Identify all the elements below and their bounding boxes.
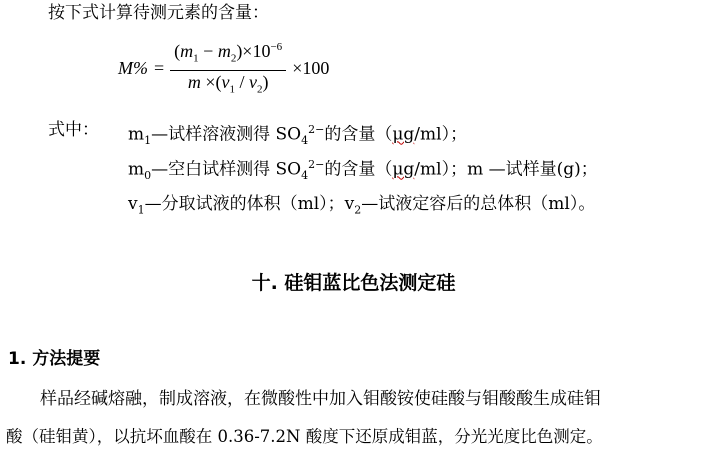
formula-multiplier: ×100 <box>292 57 330 78</box>
formula-numerator: $(m_1 - m_2)\times 10^{-6}$ <box>170 36 286 71</box>
formula-denominator: $m \times(v_1 / v_2)$ <box>187 71 269 96</box>
legend-label: 式中： <box>48 120 99 140</box>
section-heading: 十. 硅钼蓝比色法测定硅 <box>251 272 456 294</box>
paragraph-line-1: 样品经碱熔融，制成溶液，在微酸性中加入钼酸铵使硅酸与钼酸酸生成硅钼 <box>40 389 601 409</box>
legend-line-v: $v_1—$分取试液的体积（ml）；$v_2—$试液定容后的总体积（ml）。 <box>128 194 596 217</box>
legend-line-m0: $m_0—$空白试样测得 $SO_4^{2-}$的含量（μg/ml）；m —试样量(g)； <box>128 158 598 183</box>
intro-text: 按下式计算待测元素的含量： <box>48 3 269 23</box>
legend-line-m1: $m_1—$试样溶液测得 $SO_4^{2-}$的含量（μg/ml）； <box>128 123 468 148</box>
paragraph-line-2: 酸（硅钼黄），以抗坏血酸在 0.36-7.2N 酸度下还原成钼蓝，分光光度比色测定。 <box>6 427 603 446</box>
subsection-heading: 1. 方法提要 <box>8 349 101 369</box>
formula <box>118 36 329 100</box>
formula-lhs: M% <box>118 57 148 78</box>
formula-equals: = <box>154 57 165 78</box>
formula-fraction <box>170 36 286 100</box>
